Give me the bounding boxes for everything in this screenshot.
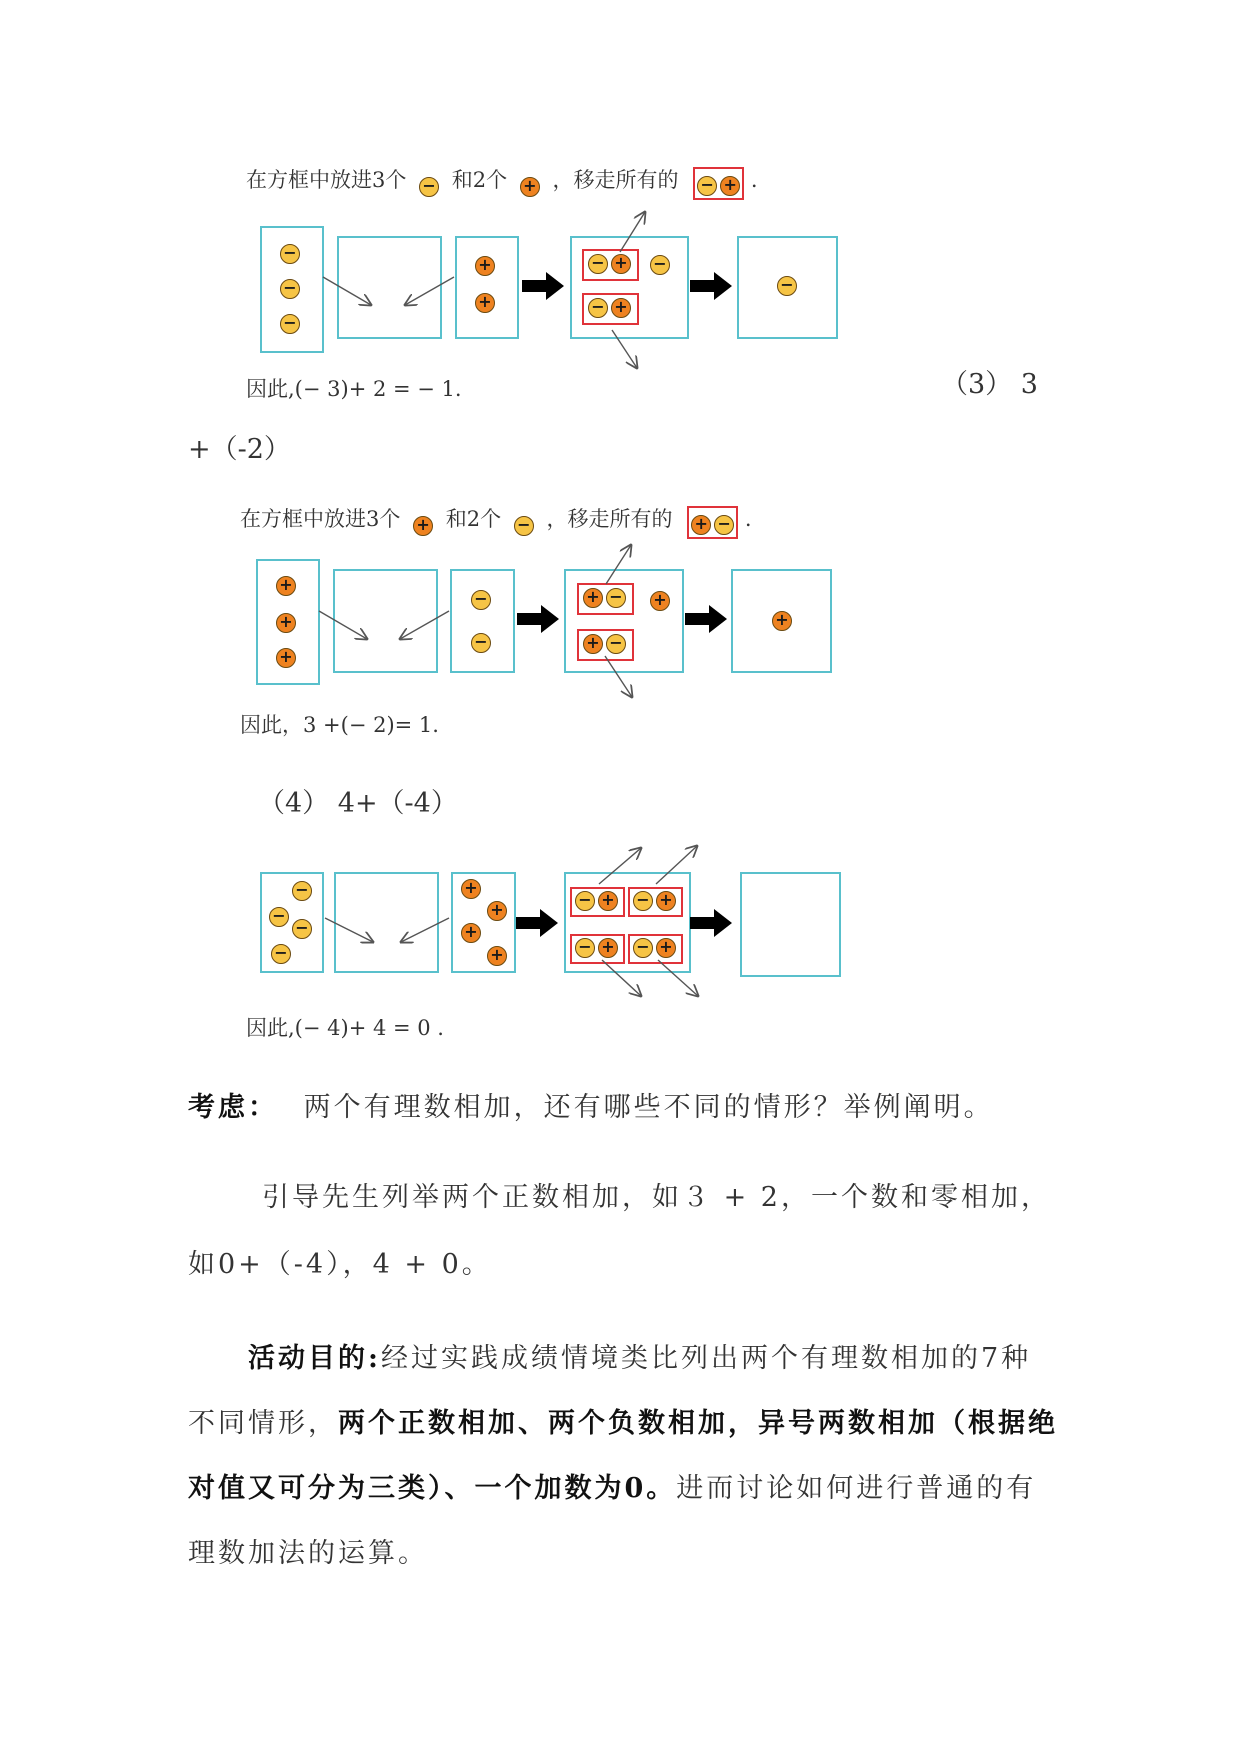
- pair-box: [577, 629, 634, 661]
- conclusion: 因此，3 +(− 2)= 1.: [240, 713, 439, 737]
- plus-chip-icon: +: [520, 177, 540, 197]
- activity-text: 经过实践成绩情境类比列出两个有理数相加的7种: [380, 1343, 1032, 1374]
- think-title: 考虑：: [188, 1092, 278, 1123]
- bold-arrow: [690, 909, 732, 937]
- guide-line-2: 如0+（-4），4 + 0。: [188, 1249, 492, 1280]
- minus-chip-icon: −: [633, 891, 653, 911]
- pair-box: [582, 249, 639, 281]
- minus-chip-icon: −: [777, 276, 797, 296]
- minus-chip-icon: −: [633, 938, 653, 958]
- box-pairs: [564, 872, 691, 973]
- example-3-label-cont: +（-2）: [188, 434, 291, 465]
- minus-chip-icon: −: [419, 177, 439, 197]
- think-text: 两个有理数相加，还有哪些不同的情形？举例阐明。: [303, 1092, 994, 1123]
- think-paragraph: [188, 1085, 994, 1124]
- pair-box: [582, 293, 639, 325]
- minus-chip-icon: −: [606, 634, 626, 654]
- minus-chip-icon: −: [280, 279, 300, 299]
- instruction-text: ，移走所有的: [546, 507, 673, 531]
- minus-chip-icon: −: [292, 919, 312, 939]
- activity-text: 进而讨论如何进行普通的有: [676, 1473, 1037, 1504]
- minus-chip-icon: −: [269, 907, 289, 927]
- plus-chip-icon: +: [583, 634, 603, 654]
- minus-chip-icon: −: [280, 314, 300, 334]
- minus-chip-icon: −: [471, 633, 491, 653]
- pair-box: [570, 934, 625, 964]
- plus-chip-icon: +: [656, 938, 676, 958]
- box-result: [731, 569, 832, 673]
- activity-line-2: [188, 1401, 1058, 1440]
- plus-chip-icon: +: [487, 901, 507, 921]
- box-negatives: [260, 872, 324, 973]
- plus-chip-icon: +: [611, 298, 631, 318]
- instruction-line: 在方框中放进3个 + 和2个 − ，移走所有的 + − .: [240, 503, 752, 536]
- box-pairs: [564, 569, 684, 673]
- plus-chip-icon: +: [475, 256, 495, 276]
- minus-chip-icon: −: [514, 516, 534, 536]
- minus-chip-icon: −: [650, 255, 670, 275]
- activity-title: 活动目的:: [248, 1343, 381, 1374]
- minus-chip-icon: −: [606, 588, 626, 608]
- guide-line-1: 引导先生列举两个正数相加，如３ + 2，一个数和零相加，: [262, 1182, 1051, 1213]
- activity-line-3: [188, 1466, 1036, 1505]
- box-negatives: [450, 569, 515, 673]
- box-negatives: [260, 226, 324, 353]
- plus-chip-icon: +: [611, 254, 631, 274]
- minus-chip-icon: −: [280, 244, 300, 264]
- plus-chip-icon: +: [413, 516, 433, 536]
- minus-chip-icon: −: [471, 590, 491, 610]
- plus-chip-icon: +: [650, 591, 670, 611]
- plus-chip-icon: +: [461, 879, 481, 899]
- instruction-text: 在方框中放进3个: [240, 507, 401, 531]
- box-positives: [455, 236, 519, 339]
- minus-chip-icon: −: [588, 298, 608, 318]
- plus-chip-icon: +: [691, 515, 711, 535]
- minus-chip-icon: −: [271, 944, 291, 964]
- box-result-empty: [740, 872, 841, 977]
- pair-box: [577, 583, 634, 615]
- minus-chip-icon: −: [588, 254, 608, 274]
- conclusion: 因此,(− 4)+ 4 = 0 .: [246, 1016, 444, 1040]
- plus-chip-icon: +: [720, 176, 740, 196]
- box-positives: [451, 872, 516, 973]
- instruction-text: 和2个: [451, 168, 508, 192]
- example-4-label: （4） 4+（-4）: [258, 788, 458, 819]
- box-positives: [256, 559, 320, 685]
- pair-icon: [693, 167, 744, 200]
- bold-arrow: [522, 272, 564, 300]
- plus-chip-icon: +: [487, 946, 507, 966]
- pair-box: [628, 887, 683, 917]
- plus-chip-icon: +: [461, 923, 481, 943]
- minus-chip-icon: −: [714, 515, 734, 535]
- box-pairs: [570, 236, 689, 339]
- minus-chip-icon: −: [697, 176, 717, 196]
- pair-icon: [687, 506, 738, 539]
- bold-arrow: [516, 909, 558, 937]
- pair-box: [628, 934, 683, 964]
- minus-chip-icon: −: [292, 881, 312, 901]
- minus-chip-icon: −: [575, 891, 595, 911]
- instruction-text: 和2个: [445, 507, 502, 531]
- plus-chip-icon: +: [583, 588, 603, 608]
- box-empty-start: [333, 569, 438, 673]
- instruction-text: ，移走所有的: [552, 168, 679, 192]
- bold-arrow: [690, 272, 732, 300]
- plus-chip-icon: +: [276, 613, 296, 633]
- pair-box: [570, 887, 625, 917]
- plus-chip-icon: +: [772, 611, 792, 631]
- conclusion: 因此,(− 3)+ 2 = − 1.: [246, 377, 462, 401]
- plus-chip-icon: +: [598, 938, 618, 958]
- plus-chip-icon: +: [598, 891, 618, 911]
- plus-chip-icon: +: [656, 891, 676, 911]
- activity-bold: 两个正数相加、两个负数相加，异号两数相加（根据绝: [338, 1408, 1058, 1439]
- bold-arrow: [517, 605, 559, 633]
- instruction-line: 在方框中放进3个 − 和2个 + ，移走所有的 − + .: [246, 164, 758, 197]
- plus-chip-icon: +: [475, 293, 495, 313]
- box-result: [737, 236, 838, 339]
- activity-text: 不同情形，: [188, 1408, 338, 1439]
- minus-chip-icon: −: [575, 938, 595, 958]
- plus-chip-icon: +: [276, 576, 296, 596]
- activity-bold: 对值又可分为三类）、一个加数为0。: [188, 1473, 677, 1504]
- activity-line-4: 理数加法的运算。: [188, 1538, 428, 1569]
- instruction-text: 在方框中放进3个: [246, 168, 407, 192]
- example-3-label: （3） 3: [941, 369, 1038, 400]
- box-empty-start: [337, 236, 442, 339]
- plus-chip-icon: +: [276, 648, 296, 668]
- bold-arrow: [685, 605, 727, 633]
- box-empty-start: [334, 872, 439, 973]
- activity-line-1: [248, 1336, 1031, 1375]
